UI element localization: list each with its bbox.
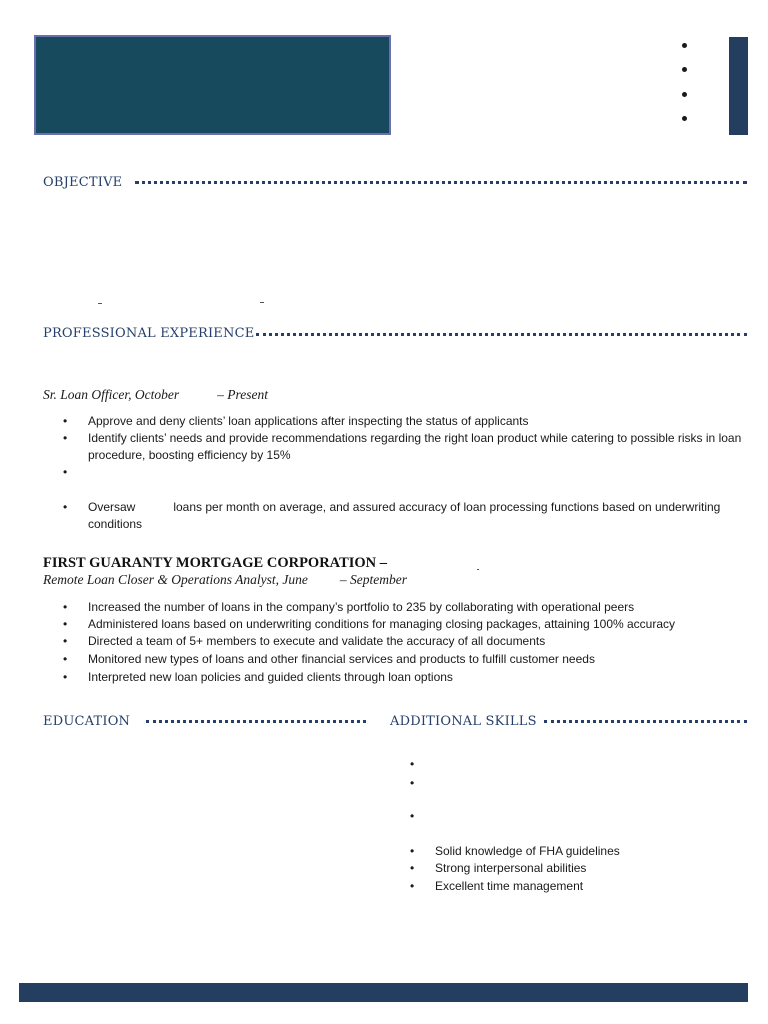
job2-company: FIRST GUARANTY MORTGAGE CORPORATION – [43, 555, 388, 571]
job1-role-start: Sr. Loan Officer, October [43, 387, 180, 402]
education-heading: EDUCATION [43, 714, 131, 729]
job1-bullet: • Approve and deny clients’ loan applications after inspecting the status of applicants [88, 413, 748, 430]
skills-heading: ADDITIONAL SKILLS [390, 714, 537, 729]
section-divider [146, 720, 366, 723]
objective-heading: OBJECTIVE [43, 175, 123, 190]
footer-accent-bar [19, 983, 748, 1002]
job2-bullet: • Administered loans based on underwriting conditions for managing closing packages, attaining 100% accuracy [88, 616, 748, 633]
job2-role [43, 572, 407, 588]
job2-role-start: Remote Loan Closer & Operations Analyst, June [43, 572, 308, 587]
job2-bullet: • Increased the number of loans in the company’s portfolio to 235 by collaborating with operational peers [88, 599, 748, 616]
contact-bullet [682, 43, 687, 48]
job2-bullet: • Interpreted new loan policies and guided clients through loan options [88, 669, 748, 686]
stray-mark [98, 303, 102, 304]
skill-item: • Excellent time management [435, 878, 735, 895]
job1-role-end: – Present [217, 387, 268, 402]
skill-item-empty [435, 756, 735, 773]
contact-bullet [682, 116, 687, 121]
contact-bullet [682, 67, 687, 72]
skill-item: • Strong interpersonal abilities [435, 860, 735, 877]
job1-bullet-empty [88, 464, 748, 481]
job2-bullet: • Directed a team of 5+ members to execute and validate the accuracy of all documents [88, 633, 748, 650]
header-name-box [34, 35, 391, 135]
skill-item-empty [435, 775, 735, 792]
job2-bullet: • Monitored new types of loans and other financial services and products to fulfill customer needs [88, 651, 748, 668]
skill-item: • Solid knowledge of FHA guidelines [435, 843, 735, 860]
header-accent-bar [729, 37, 748, 135]
job1-bullet-after: loans per month on average, and assured accuracy of loan processing functions based on underwriting conditions [88, 500, 721, 531]
experience-heading: PROFESSIONAL EXPERIENCE [43, 326, 255, 341]
job1-role [43, 387, 268, 403]
section-divider [135, 181, 747, 184]
contact-bullet [682, 92, 687, 97]
section-divider [544, 720, 747, 723]
job1-bullet [88, 499, 748, 533]
job1-bullet: • Identify clients’ needs and provide recommendations regarding the right loan product while catering to possible risks in loan procedure, boosting efficiency by 15% [88, 430, 748, 464]
skill-item-empty [435, 808, 735, 825]
stray-mark [477, 569, 479, 570]
section-divider [256, 333, 747, 336]
stray-mark [260, 302, 264, 303]
job2-role-end: – September [339, 572, 407, 587]
job1-bullet-before: Oversaw [88, 500, 136, 514]
